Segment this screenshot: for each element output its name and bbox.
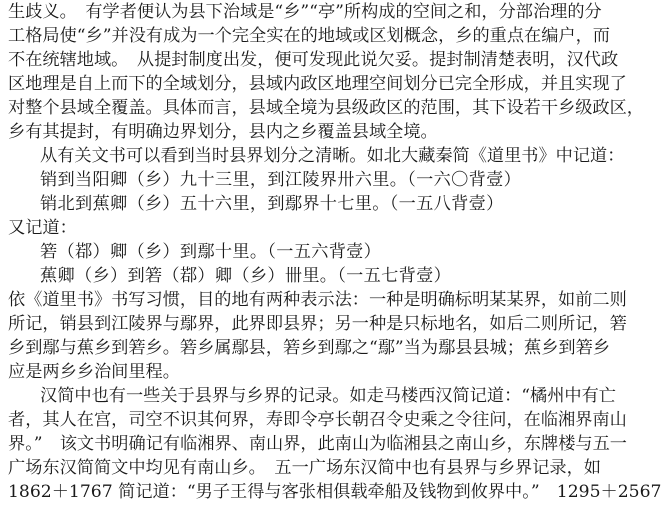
text-line-3: 不在统辖地域。 从提封制度出发，便可发现此说欠妥。提封制清楚表明，汉代政 xyxy=(8,50,619,70)
text-line-15: 乡到鄢与蕉乡到箬乡。箬乡属鄢县，箬乡到鄢之“鄢”当为鄢县县城；蕉乡到箬乡 xyxy=(8,338,610,358)
text-line-18: 者，其人在宫，司空不识其何界，寿即令亭长朝召令史乘之令往问，在临湘界南山 xyxy=(8,410,627,430)
text-line-7: 从有关文书可以看到当时县界划分之清晰。如北大藏秦简《道里书》中记道： xyxy=(40,146,625,166)
text-line-19: 界。” 该文书明确记有临湘界、南山界，此南山为临湘县之南山乡，东牌楼与五一 xyxy=(8,434,627,454)
quote-line-1: 销到当阳卿（乡）九十三里，到江陵界卅六里。（一六〇背壹） xyxy=(40,170,522,190)
text-line-4: 区地理是自上而下的全域划分，县域内政区地理空间划分已完全形成，并且实现了 xyxy=(8,74,627,94)
text-line-16: 应是两乡乡治间里程。 xyxy=(8,362,180,382)
quote-line-2: 销北到蕉卿（乡）五十六里，到鄢界十七里。（一五八背壹） xyxy=(40,194,504,214)
quote-line-3: 箬（鄀）卿（乡）到鄢十里。（一五六背壹） xyxy=(40,242,382,262)
text-line-1: 生歧义。 有学者便认为县下治域是“乡”“亭”所构成的空间之和，分部治理的分 xyxy=(8,2,602,22)
quote-line-4: 蕉卿（乡）到箬（鄀）卿（乡）卌里。（一五七背壹） xyxy=(40,266,452,286)
text-line-14: 所记，销县到江陵界与鄢界，此界即县界；另一种是只标地名，如后二则所记，箬 xyxy=(8,314,627,334)
text-line-2: 工格局使“乡”并没有成为一个完全实在的地域或区划概念，乡的重点在编户，而 xyxy=(8,26,610,46)
text-line-6: 乡有其提封，有明确边界划分，县内之乡覆盖县域全境。 xyxy=(8,122,438,142)
text-line-10: 又记道： xyxy=(8,218,77,238)
text-line-21: 1862＋1767 简记道：“男子王得与客张相俱载牵船及钱物到攸界中。” 1295＋2567 xyxy=(8,482,661,502)
text-line-20: 广场东汉简简文中均见有南山乡。 五一广场东汉简中也有县界与乡界记录，如 xyxy=(8,458,601,478)
text-line-17: 汉简中也有一些关于县界与乡界的记录。如走马楼西汉简记道：“橘州中有亡 xyxy=(40,386,616,406)
text-line-13: 依《道里书》书写习惯，目的地有两种表示法：一种是明确标明某某界，如前二则 xyxy=(8,290,627,310)
text-line-5: 对整个县域全覆盖。具体而言，县域全境为县级政区的范围，其下设若干乡级政区， xyxy=(8,98,644,118)
